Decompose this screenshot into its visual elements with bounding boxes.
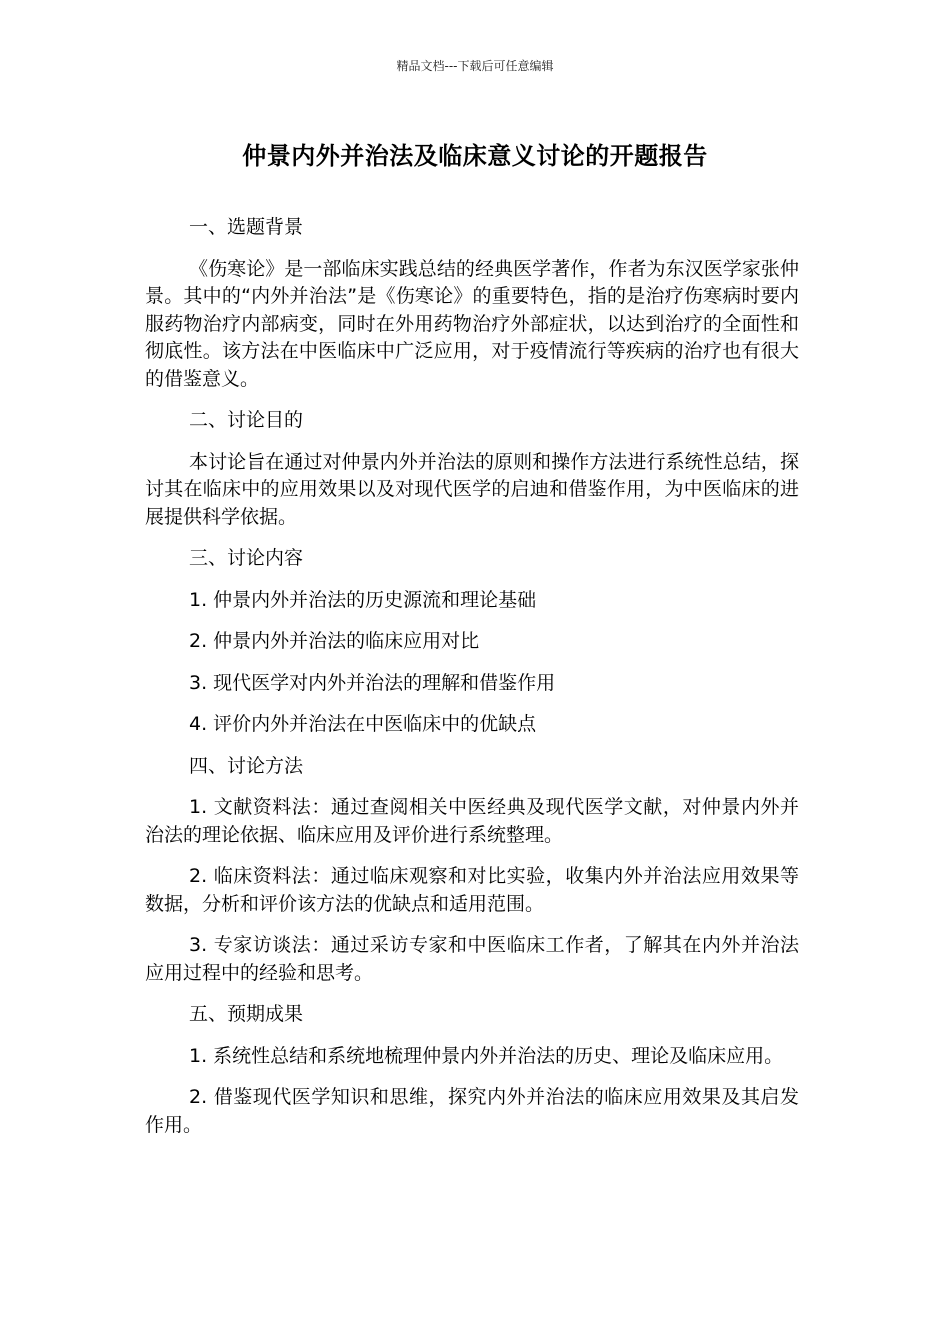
section-heading-purpose: 二、讨论目的 <box>189 409 304 431</box>
method-item: 1. 文献资料法：通过查阅相关中医经典及现代医学文献，对仲景内外并治法的理论依据、临床应用及评价进行系统整理。 <box>145 796 799 846</box>
content-item: 4. 评价内外并治法在中医临床中的优缺点 <box>189 713 537 735</box>
method-item: 3. 专家访谈法：通过采访专家和中医临床工作者，了解其在内外并治法应用过程中的经验和思考。 <box>145 934 799 984</box>
document-title: 仲景内外并治法及临床意义讨论的开题报告 <box>242 142 708 170</box>
section-heading-background: 一、选题背景 <box>189 216 304 238</box>
section-heading-content: 三、讨论内容 <box>189 547 304 569</box>
section-heading-methods: 四、讨论方法 <box>189 754 304 777</box>
header-note: 精品文档---下载后可任意编辑 <box>396 59 554 73</box>
content-item: 2. 仲景内外并治法的临床应用对比 <box>189 630 480 652</box>
outcome-item: 1. 系统性总结和系统地梳理仲景内外并治法的历史、理论及临床应用。 <box>189 1044 784 1067</box>
outcome-item: 2. 借鉴现代医学知识和思维，探究内外并治法的临床应用效果及其启发作用。 <box>145 1086 799 1136</box>
purpose-paragraph: 本讨论旨在通过对仲景内外并治法的原则和操作方法进行系统性总结，探讨其在临床中的应用效果以及对现代医学的启迪和借鉴作用，为中医临床的进展提供科学依据。 <box>145 450 799 528</box>
section-heading-outcomes: 五、预期成果 <box>189 1003 304 1025</box>
method-item: 2. 临床资料法：通过临床观察和对比实验，收集内外并治法应用效果等数据，分析和评价该方法的优缺点和适用范围。 <box>145 865 799 915</box>
background-paragraph: 《伤寒论》是一部临床实践总结的经典医学著作，作者为东汉医学家张仲景。其中的“内外并治法”是《伤寒论》的重要特色，指的是治疗伤寒病时要内服药物治疗内部病变，同时在外用药物治疗外部症状，以达到治疗的全面性和彻底性。该方法在中医临床中广泛应用，对于疫情流行等疾病的治疗也有很大的借鉴意义。 <box>145 257 799 390</box>
content-item: 1. 仲景内外并治法的历史源流和理论基础 <box>189 588 537 611</box>
content-item: 3. 现代医学对内外并治法的理解和借鉴作用 <box>189 671 556 694</box>
document-body <box>145 214 799 1153</box>
